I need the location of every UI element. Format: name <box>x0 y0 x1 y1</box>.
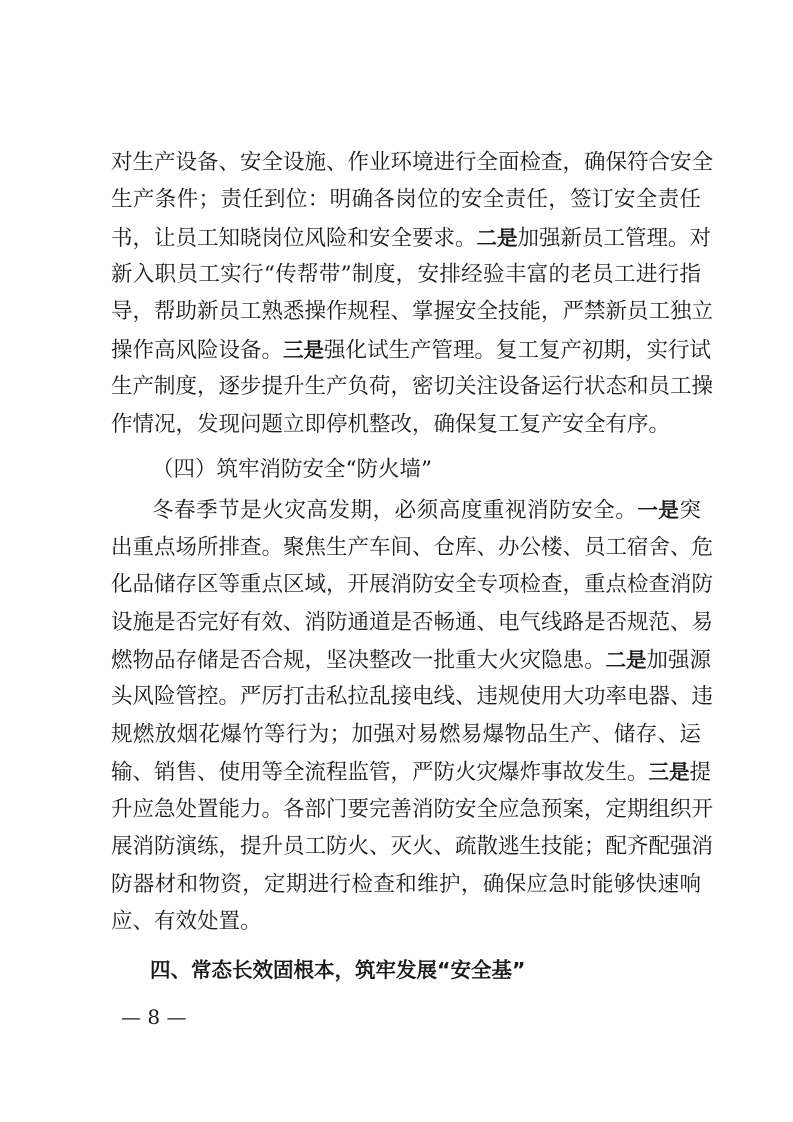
paragraph-2-line-12 <box>111 907 701 937</box>
text-run: 升应急处置能力。各部门要完善消防安全应急预案，定期组织开 <box>111 797 714 822</box>
paragraph-2-line-10 <box>111 832 714 862</box>
paragraph-1-line-7 <box>111 372 714 402</box>
paragraph-1-line-4 <box>111 260 701 290</box>
paragraph-2-line-1 <box>152 495 701 525</box>
text-run: 生产制度，逐步提升生产负荷，密切关注设备运行状态和员工操 <box>111 374 714 399</box>
text-run: 提 <box>689 760 712 785</box>
text-run: 燃物品存储是否合规，坚决整改一批重大火灾隐患。 <box>111 648 606 673</box>
text-run: 展消防演练，提升员工防火、灭火、疏散逃生技能；配齐配强消 <box>111 834 714 859</box>
paragraph-2-line-9 <box>111 795 714 825</box>
text-run: 突 <box>679 498 701 523</box>
text-run: 冬春季节是火灾高发期，必须高度重视消防安全。 <box>152 498 638 523</box>
paragraph-1-line-5 <box>111 297 714 327</box>
text-run: 加强新员工管理。对 <box>517 226 712 251</box>
text-run: 头风险管控。严厉打击私拉乱接电线、违规使用大功率电器、违 <box>111 684 714 709</box>
text-run: 导，帮助新员工熟悉操作规程、掌握安全技能，严禁新员工独立 <box>111 299 714 324</box>
bold-lead: 二是 <box>476 226 518 250</box>
paragraph-2-line-2 <box>111 533 714 563</box>
paragraph-1-line-2 <box>111 185 701 215</box>
bold-lead: 三是 <box>283 338 325 362</box>
chapter-heading: 四、常态长效固根本，筑牢发展“安全基” <box>150 958 526 982</box>
bold-lead: 一是 <box>637 498 680 522</box>
text-run: 新入职员工实行“传帮带”制度，安排经验丰富的老员工进行指 <box>111 262 701 287</box>
text-run: 应、有效处置。 <box>111 909 262 934</box>
text-run: 加强源 <box>646 648 712 673</box>
paragraph-2-line-4 <box>111 608 714 638</box>
paragraph-1-line-1 <box>111 148 714 178</box>
text-run: 生产条件；责任到位：明确各岗位的安全责任，签订安全责任 <box>111 187 701 212</box>
text-run: 作情况，发现问题立即停机整改，确保复工复产安全有序。 <box>111 412 671 437</box>
paragraph-1-line-8 <box>111 410 701 440</box>
bold-lead: 二是 <box>605 648 647 672</box>
page-number: — 8 — <box>121 1005 187 1029</box>
paragraph-1-line-3 <box>111 223 712 253</box>
text-run: 书，让员工知晓岗位风险和安全要求。 <box>111 226 477 251</box>
text-run: 操作高风险设备。 <box>111 338 284 363</box>
section-heading: （四）筑牢消防安全“防火墙” <box>152 457 432 482</box>
paragraph-1-line-6 <box>111 335 712 365</box>
text-run: 出重点场所排查。聚焦生产车间、仓库、办公楼、员工宿舍、危 <box>111 535 714 560</box>
paragraph-2-line-5 <box>111 645 712 675</box>
text-run: 输、销售、使用等全流程监管，严防火灾爆炸事故发生。 <box>111 760 649 785</box>
paragraph-2-line-11 <box>111 870 701 900</box>
text-run: 强化试生产管理。复工复产初期，实行试 <box>324 338 712 363</box>
paragraph-2-line-7 <box>111 720 701 750</box>
text-run: 防器材和物资，定期进行检查和维护，确保应急时能够快速响 <box>111 872 701 897</box>
paragraph-2-line-8 <box>111 757 712 787</box>
paragraph-2-line-3 <box>111 570 714 600</box>
text-run: 设施是否完好有效、消防通道是否畅通、电气线路是否规范、易 <box>111 610 714 635</box>
text-run: 化品储存区等重点区域，开展消防安全专项检查，重点检查消防 <box>111 572 714 597</box>
bold-lead: 三是 <box>648 760 690 784</box>
text-run: 规燃放烟花爆竹等行为；加强对易燃易爆物品生产、储存、运 <box>111 722 701 747</box>
paragraph-2-line-6 <box>111 682 714 712</box>
text-run: 对生产设备、安全设施、作业环境进行全面检查，确保符合安全 <box>111 150 714 175</box>
